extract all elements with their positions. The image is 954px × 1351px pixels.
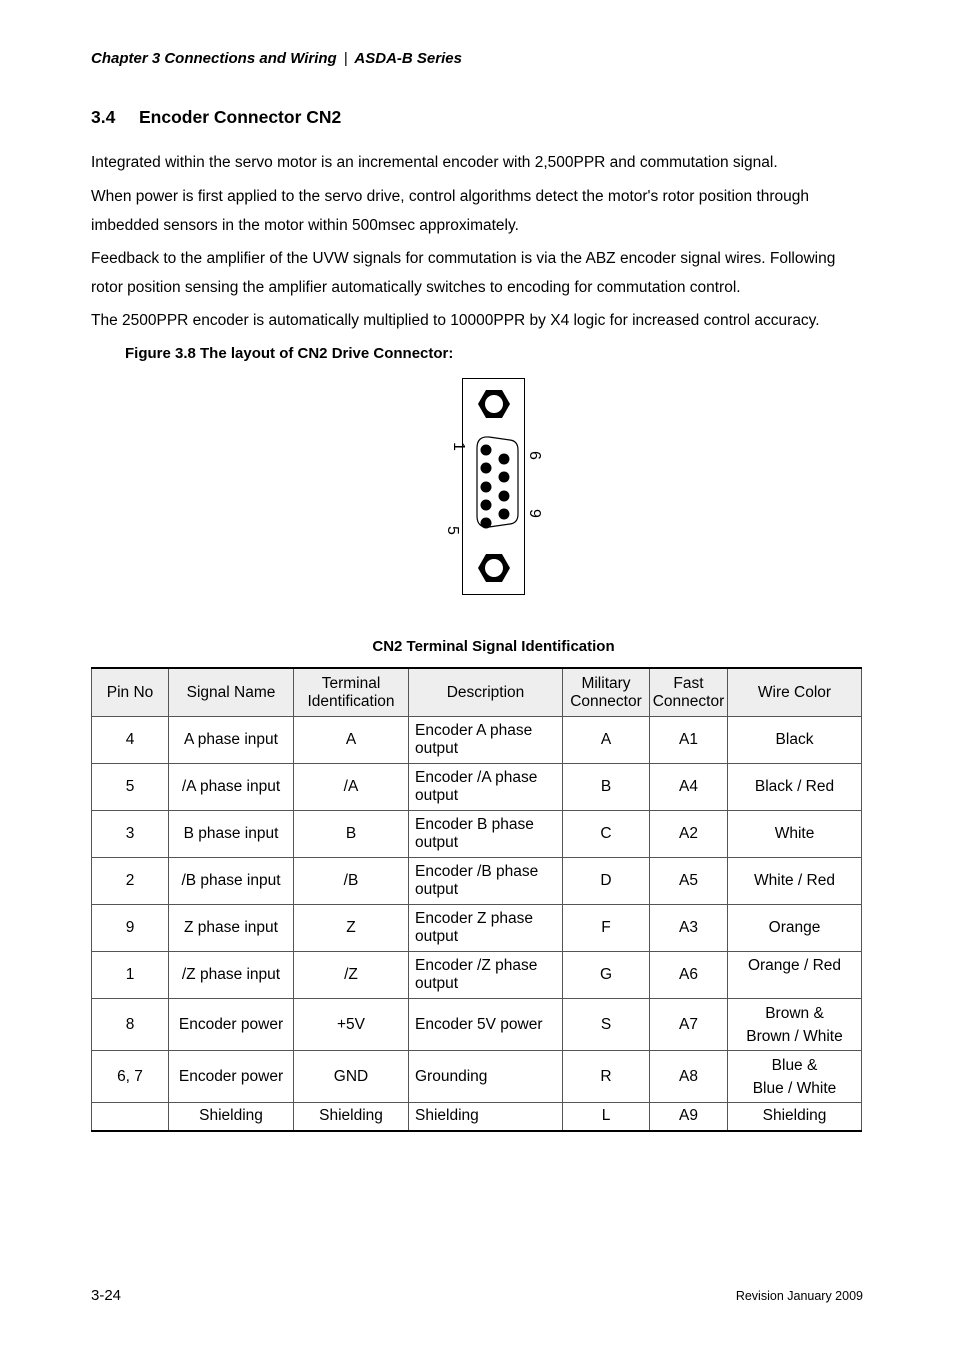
cell-military: L — [563, 1103, 650, 1131]
cell-pin: 2 — [92, 858, 169, 905]
table-row — [92, 905, 862, 952]
cell-wire: Orange / Red — [728, 952, 862, 999]
section-title — [91, 107, 341, 128]
cell-signal: Encoder power — [169, 999, 294, 1051]
cell-description: Encoder /A phase output — [409, 764, 563, 811]
cell-military: A — [563, 717, 650, 764]
cn2-connector-diagram — [440, 376, 560, 598]
cell-pin: 1 — [92, 952, 169, 999]
table-row — [92, 764, 862, 811]
cell-wire: Shielding — [728, 1103, 862, 1131]
pin-5 — [481, 518, 492, 529]
wire-line-2: Blue / White — [752, 1079, 837, 1097]
paragraph-1: Integrated within the servo motor is an incremental encoder with 2,500PPR and commutation signal. — [91, 154, 778, 171]
cell-signal: /B phase input — [169, 858, 294, 905]
pin-label-6: 6 — [526, 451, 543, 460]
cell-description: Encoder /Z phase output — [409, 952, 563, 999]
cell-fast: A2 — [650, 811, 728, 858]
col-header-military: Military Connector — [563, 668, 650, 717]
cell-wire: Black — [728, 717, 862, 764]
cell-terminal: GND — [294, 1051, 409, 1103]
cell-signal: Encoder power — [169, 1051, 294, 1103]
col-header-terminal: Terminal Identification — [294, 668, 409, 717]
pin-label-1: 1 — [450, 442, 467, 451]
cell-fast: A1 — [650, 717, 728, 764]
cell-terminal: A — [294, 717, 409, 764]
cell-pin: 3 — [92, 811, 169, 858]
table-row — [92, 811, 862, 858]
revision-note: Revision January 2009 — [735, 1289, 863, 1303]
pin-9 — [499, 509, 510, 520]
table-row — [92, 1103, 862, 1131]
table-header-row — [92, 668, 862, 717]
cell-pin — [92, 1103, 169, 1131]
cell-fast: A6 — [650, 952, 728, 999]
cell-terminal: B — [294, 811, 409, 858]
col-header-wire: Wire Color — [728, 668, 862, 717]
col-header-pin: Pin No — [92, 668, 169, 717]
section-title-text: Encoder Connector CN2 — [139, 107, 342, 127]
cell-fast: A5 — [650, 858, 728, 905]
header-series: ASDA-B Series — [354, 50, 462, 67]
figure-caption: Figure 3.8 The layout of CN2 Drive Connector: — [125, 345, 454, 362]
col-header-description: Description — [409, 668, 563, 717]
cell-pin: 4 — [92, 717, 169, 764]
cell-wire: White / Red — [728, 858, 862, 905]
cn2-signal-table — [91, 667, 862, 1132]
cell-pin: 5 — [92, 764, 169, 811]
cell-signal: B phase input — [169, 811, 294, 858]
cell-signal: Z phase input — [169, 905, 294, 952]
table-row — [92, 717, 862, 764]
cell-military: B — [563, 764, 650, 811]
table-row — [92, 1051, 862, 1103]
cell-signal: /Z phase input — [169, 952, 294, 999]
cell-fast: A7 — [650, 999, 728, 1051]
paragraph-4: The 2500PPR encoder is automatically multiplied to 10000PPR by X4 logic for increased control accuracy. — [91, 312, 820, 329]
wire-line-2: Brown / White — [746, 1027, 843, 1045]
pin-8 — [499, 491, 510, 502]
cell-military: F — [563, 905, 650, 952]
pin-1 — [481, 445, 492, 456]
pin-2 — [481, 463, 492, 474]
cell-terminal: Z — [294, 905, 409, 952]
paragraph-3: Feedback to the amplifier of the UVW signals for commutation is via the ABZ encoder signal wires. Following rotor position sensing the amplifier automatically switches to encoding for commutation control. — [91, 250, 836, 296]
pin-label-9: 9 — [526, 509, 543, 518]
col-header-fast: Fast Connector — [650, 668, 728, 717]
pin-6 — [499, 454, 510, 465]
cell-description: Encoder A phase output — [409, 717, 563, 764]
cell-military: S — [563, 999, 650, 1051]
wire-line-1: Brown & — [765, 1004, 824, 1022]
table-caption: CN2 Terminal Signal Identification — [372, 638, 615, 655]
cell-wire: White — [728, 811, 862, 858]
pin-4 — [481, 500, 492, 511]
header-separator: | — [343, 50, 348, 67]
cell-signal: /A phase input — [169, 764, 294, 811]
cell-description: Encoder /B phase output — [409, 858, 563, 905]
cell-signal: A phase input — [169, 717, 294, 764]
pin-3 — [481, 482, 492, 493]
cell-fast: A8 — [650, 1051, 728, 1103]
cell-fast: A4 — [650, 764, 728, 811]
cell-pin: 6, 7 — [92, 1051, 169, 1103]
cell-military: C — [563, 811, 650, 858]
page-number: 3-24 — [91, 1287, 122, 1304]
section-number: 3.4 — [91, 107, 116, 127]
cell-description: Encoder 5V power — [409, 999, 563, 1051]
header-chapter: Chapter 3 Connections and Wiring — [91, 50, 337, 67]
cell-military: D — [563, 858, 650, 905]
table-row — [92, 858, 862, 905]
table-row — [92, 952, 862, 999]
cell-fast: A9 — [650, 1103, 728, 1131]
cell-description: Grounding — [409, 1051, 563, 1103]
cell-terminal: /B — [294, 858, 409, 905]
cell-military: R — [563, 1051, 650, 1103]
pin-7 — [499, 472, 510, 483]
cell-signal: Shielding — [169, 1103, 294, 1131]
cell-terminal: /A — [294, 764, 409, 811]
cell-wire: Orange — [728, 905, 862, 952]
cell-terminal: +5V — [294, 999, 409, 1051]
running-header — [91, 50, 462, 67]
cell-description: Encoder Z phase output — [409, 905, 563, 952]
cell-terminal: /Z — [294, 952, 409, 999]
cell-military: G — [563, 952, 650, 999]
cell-terminal: Shielding — [294, 1103, 409, 1131]
wire-line-1: Blue & — [771, 1056, 818, 1074]
table-row — [92, 999, 862, 1051]
pin-label-5: 5 — [444, 526, 461, 535]
cell-description: Shielding — [409, 1103, 563, 1131]
cell-description: Encoder B phase output — [409, 811, 563, 858]
cell-wire: Black / Red — [728, 764, 862, 811]
cell-pin: 8 — [92, 999, 169, 1051]
cell-wire — [728, 1051, 862, 1103]
col-header-signal: Signal Name — [169, 668, 294, 717]
cell-pin: 9 — [92, 905, 169, 952]
cell-wire — [728, 999, 862, 1051]
paragraph-2: When power is first applied to the servo drive, control algorithms detect the motor's rotor position through imbedded sensors in the motor within 500msec approximately. — [91, 188, 810, 234]
cell-fast: A3 — [650, 905, 728, 952]
